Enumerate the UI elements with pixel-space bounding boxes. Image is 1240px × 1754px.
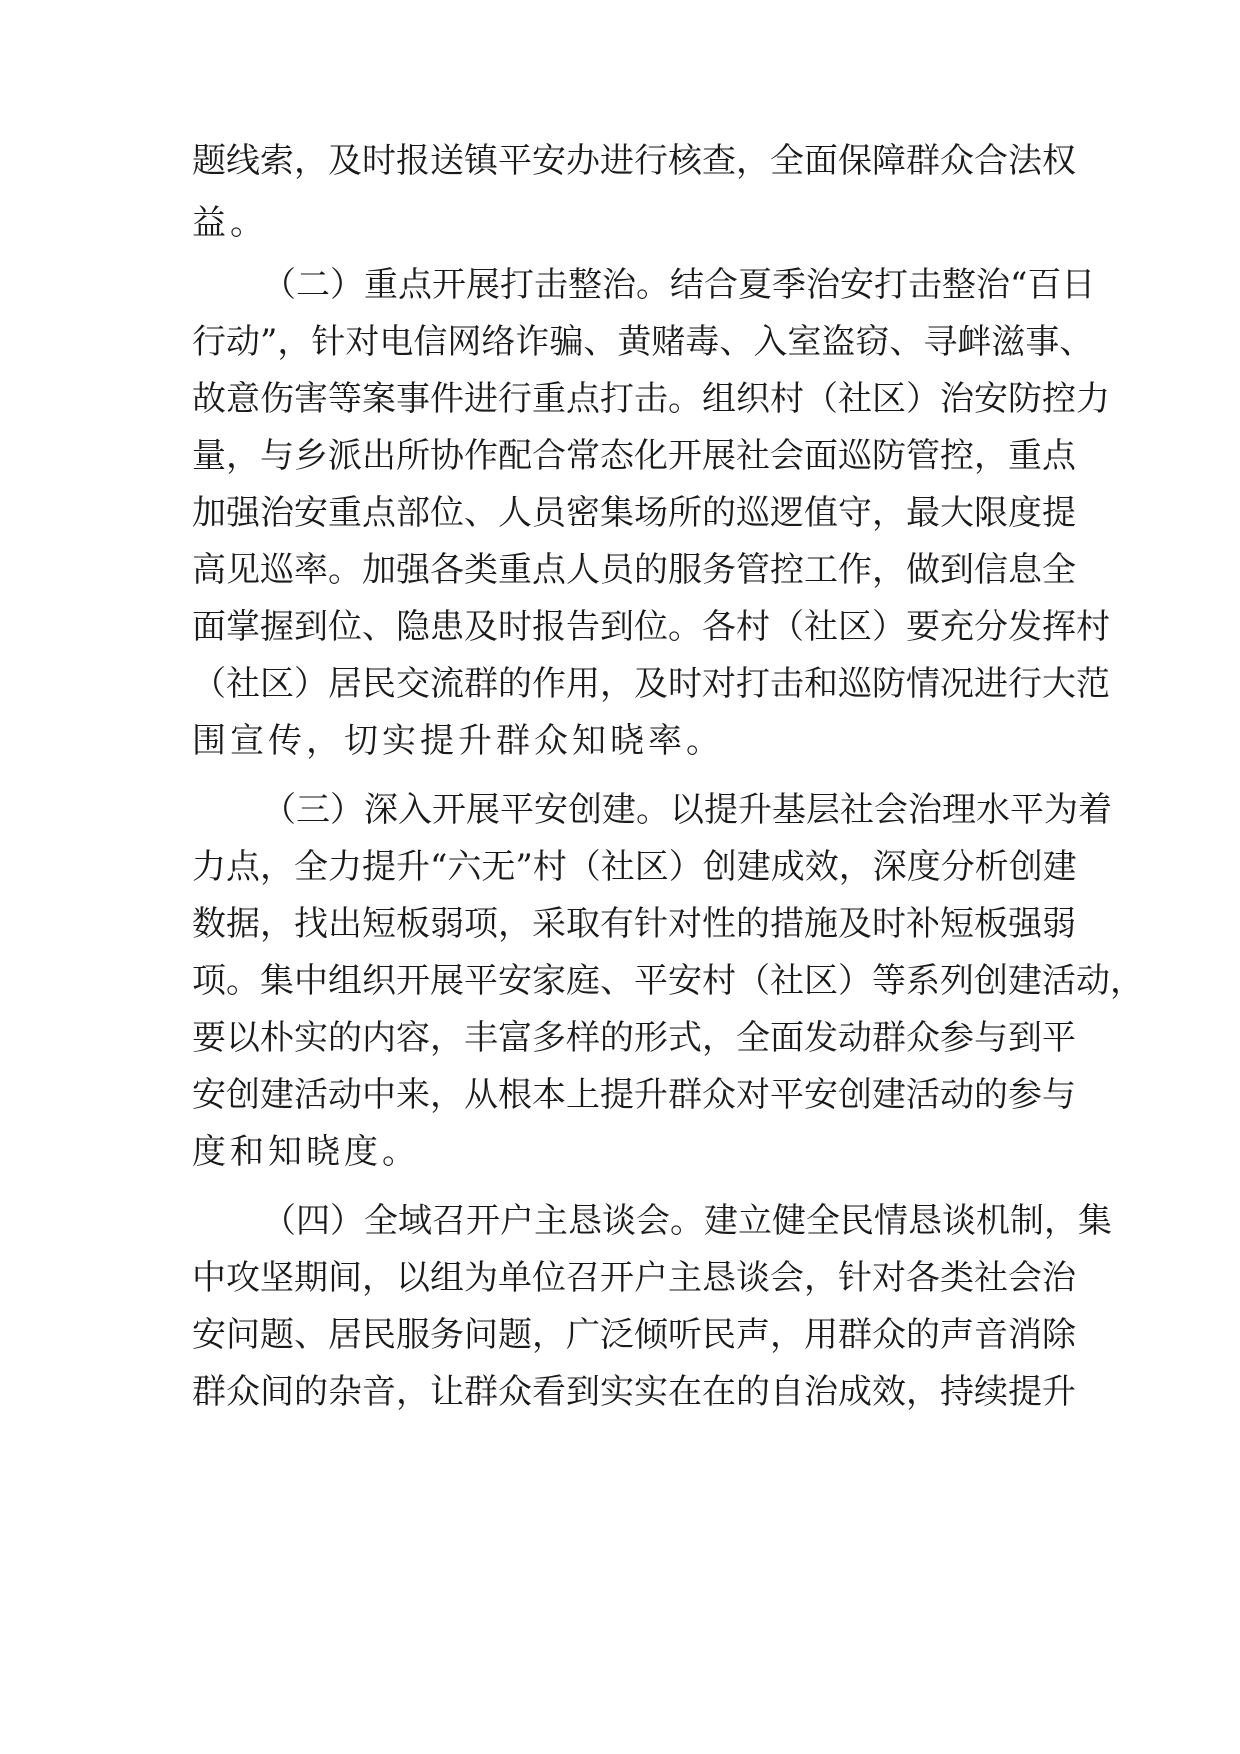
text-line: 安问题、居民服务问题，广泛倾听民声，用群众的声音消除: [192, 1315, 1076, 1355]
text-line: 故意伤害等案事件进行重点打击。组织村（社区）治安防控力: [192, 379, 1110, 419]
section-heading-line: （二）重点开展打击整治。结合夏季治安打击整治“百日: [262, 265, 1096, 305]
text-line: 项。集中组织开展平安家庭、平安村（社区）等系列创建活动，: [192, 961, 1144, 1001]
text-line: 安创建活动中来，从根本上提升群众对平安创建活动的参与: [192, 1075, 1076, 1115]
text-line: 高见巡率。加强各类重点人员的服务管控工作，做到信息全: [192, 550, 1076, 590]
text-line: 数据，找出短板弱项，采取有针对性的措施及时补短板强弱: [192, 904, 1076, 944]
text-line: 益。: [192, 203, 268, 243]
section-heading-line: （四）全域召开户主恳谈会。建立健全民情恳谈机制，集: [262, 1201, 1112, 1241]
text-line: 行动”，针对电信网络诈骗、黄赌毒、入室盗窃、寻衅滋事、: [192, 322, 1094, 362]
text-line: （社区）居民交流群的作用，及时对打击和巡防情况进行大范: [192, 664, 1110, 704]
text-line: 面掌握到位、隐患及时报告到位。各村（社区）要充分发挥村: [192, 607, 1110, 647]
text-line: 围宣传，切实提升群众知晓率。: [192, 721, 724, 761]
text-line: 中攻坚期间，以组为单位召开户主恳谈会，针对各类社会治: [192, 1258, 1076, 1298]
text-line: 度和知晓度。: [192, 1132, 420, 1172]
text-line: 要以朴实的内容，丰富多样的形式，全面发动群众参与到平: [192, 1018, 1076, 1058]
text-line: 量，与乡派出所协作配合常态化开展社会面巡防管控，重点: [192, 436, 1076, 476]
text-line: 力点，全力提升“六无”村（社区）创建成效，深度分析创建: [192, 847, 1077, 887]
text-line: 加强治安重点部位、人员密集场所的巡逻值守，最大限度提: [192, 493, 1076, 533]
section-heading-line: （三）深入开展平安创建。以提升基层社会治理水平为着: [262, 790, 1112, 830]
text-line: 题线索，及时报送镇平安办进行核查，全面保障群众合法权: [192, 141, 1076, 181]
text-line: 群众间的杂音，让群众看到实实在在的自治成效，持续提升: [192, 1372, 1076, 1412]
